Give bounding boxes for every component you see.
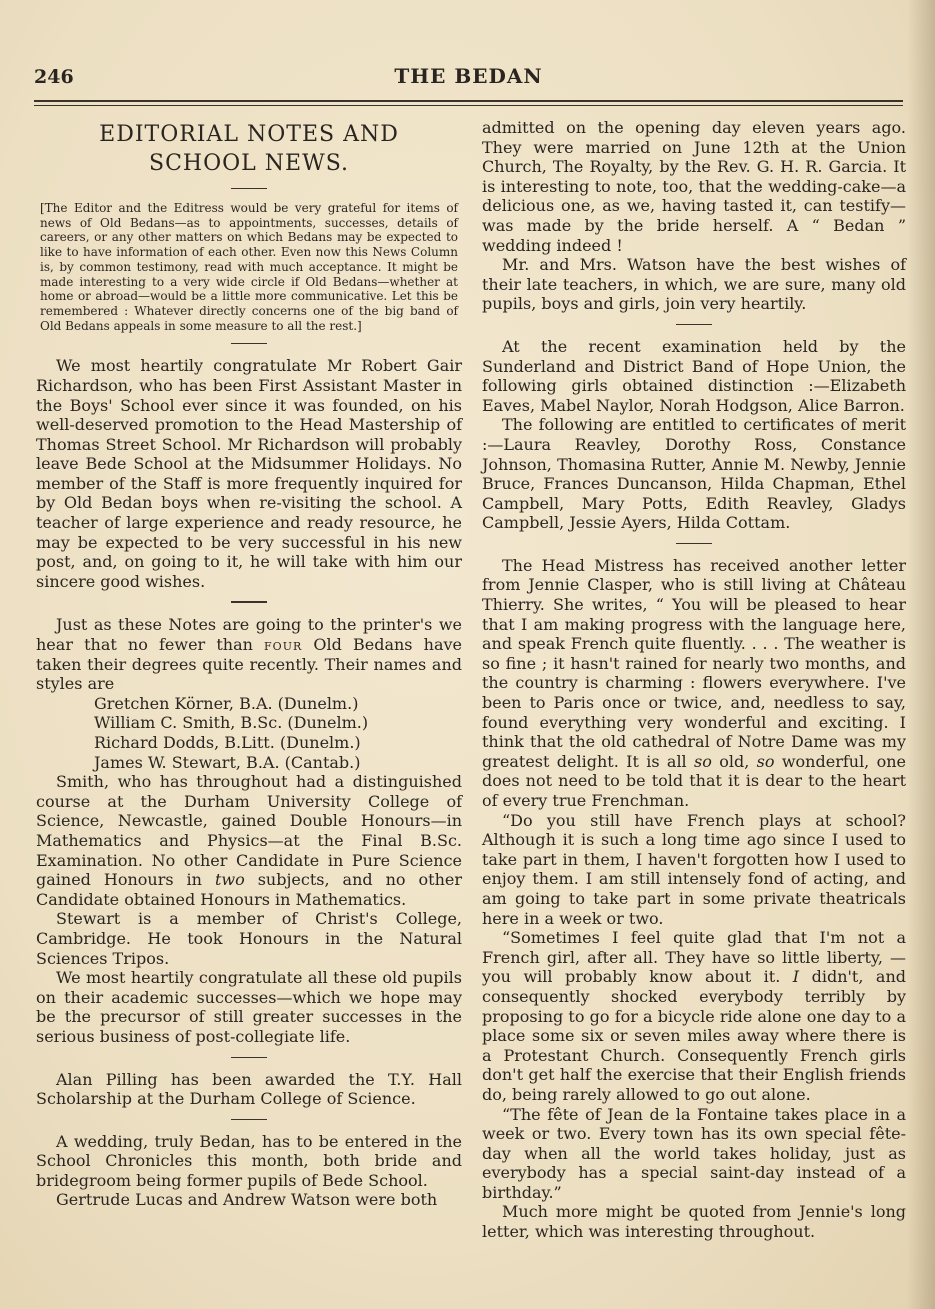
section-title xyxy=(36,120,462,178)
editor-note: [The Editor and the Editress would be very grateful for items of news of Old Bedans—as to appointments, successes, details of careers, or any other matters on which Bedans may be expected to like to have information of each other. Even now this News Column is, by common testimony, read with much acceptance. It might be made interesting to a very wide circle if Old Bedans—whether at home or abroad—would be a little more communicative. Let this be remembered : Whatever directly concerns one of the big band of Old Bedans appeals in some measure to all the rest.] xyxy=(40,201,458,333)
richardson-paragraph: We most heartily congratulate Mr Robert Gair Richardson, who has been First Assistant Master in the Boys' School ever since it was founded, on his well-deserved promotion to the Head Mastership of Thomas Street School. Mr Richardson will probably leave Bede School at the Midsummer Holidays. No member of the Staff is more frequently inquired for by Old Bedan boys when re-visiting the school. A teacher of large experience and ready resource, he may be expected to be very successful in his new post, and, on going to it, he will take with him our sincere good wishes. xyxy=(36,356,462,591)
band-of-hope-paragraph: At the recent examination held by the Sunderland and District Band of Hope Union, the following girls obtained distinction :—Elizabeth Eaves, Mabel Naylor, Norah Hodgson, Alice Barron. xyxy=(482,336,906,415)
wedding-names-paragraph: Gertrude Lucas and Andrew Watson were both xyxy=(56,1190,438,1210)
section-title-line2: SCHOOL NEWS. xyxy=(149,151,349,176)
wedding-paragraph: A wedding, truly Bedan, has to be entered in the School Chronicles this month, both bride and bridegroom being former pupils of Bede School. xyxy=(36,1131,462,1190)
clasper-letter-paragraph: The Head Mistress has received another letter from Jennie Clasper, who is still living at Château Thierry. She writes, “ You will be pleased to hear that I am making progress with the language here, and speak French quite fluently. . . . The weather is so fine ; it hasn't rained for nearly two months, and the country is charming : flowers everywhere. I've been to Paris once or twice, and, needless to say, found everything very wonderful and exciting. I think that the old cathedral of Notre Dame was my greatest delight. It is all so old, so wonderful, one does not need to be told that it is dear to the heart of every true Frenchman. xyxy=(482,555,907,810)
running-title: THE BEDAN xyxy=(394,64,543,88)
left-column xyxy=(36,118,462,1210)
wedding-continuation: admitted on the opening day eleven years ago. They were married on June 12th at the Union Church, The Royalty, by the Rev. G. H. R. Garcia. It is interesting to note, too, that the wedding-cake—a delicious one, as we, having tasted it, can testify—was made by the bride herself. A “ Bedan ” wedding indeed ! xyxy=(482,118,906,255)
degrees-intro-paragraph: Just as these Notes are going to the printer's we hear that no fewer than four Old Bedans have taken their degrees quite recently. Their names and styles are xyxy=(36,615,462,694)
divider-rule xyxy=(231,188,267,189)
french-girl-paragraph: “Sometimes I feel quite glad that I'm not a French girl, after all. They have so little liberty, —you will probably know about it. I didn't, and consequently shocked everybody terribly by proposing to go for a bicycle ride alone one day to a place some six or seven miles away where there is a Protestant Church. Consequently French girls don't get half the exercise that their English friends do, being rarely allowed to go out alone. xyxy=(482,928,906,1104)
watson-wishes-paragraph: Mr. and Mrs. Watson have the best wishes of their late teachers, in which, we are sure, many old pupils, boys and girls, join very heartily. xyxy=(482,255,906,314)
pilling-paragraph: Alan Pilling has been awarded the T.Y. Hall Scholarship at the Durham College of Science. xyxy=(36,1069,462,1109)
four-word: four xyxy=(264,635,303,655)
right-column xyxy=(482,118,906,1242)
divider-rule xyxy=(676,543,712,544)
merit-paragraph: The following are entitled to certificates of merit :—Laura Reavley, Dorothy Ross, Constance Johnson, Thomasina Rutter, Annie M. Newby, Jennie Bruce, Frances Duncanson, Hilda Chapman, Ethel Campbell, Mary Potts, Edith Reavley, Gladys Campbell, Jessie Ayers, Hilda Cottam. xyxy=(482,415,906,533)
divider-rule xyxy=(231,601,267,603)
degree-entry: Gretchen Körner, B.A. (Dunelm.) xyxy=(94,693,359,713)
divider-rule xyxy=(231,343,267,344)
divider-rule xyxy=(231,1057,267,1058)
french-plays-paragraph: “Do you still have French plays at school? Although it is such a long time ago since I used to take part in them, I haven't forgotten how I used to enjoy them. I am still intensely fond of acting, and am going to take part in some private theatricals here in a week or two. xyxy=(482,810,906,928)
page-number: 246 xyxy=(34,66,74,88)
stewart-paragraph: Stewart is a member of Christ's College, Cambridge. He took Honours in the Natural Sciences Tripos. xyxy=(36,909,462,968)
header-rule xyxy=(34,100,903,106)
congratulations-paragraph: We most heartily congratulate all these old pupils on their academic successes—which we hope may be the precursor of still greater successes in the serious business of post-collegiate life. xyxy=(36,968,462,1046)
section-title-line1: EDITORIAL NOTES AND xyxy=(99,122,399,147)
degree-list xyxy=(94,694,462,772)
degree-entry: William C. Smith, B.Sc. (Dunelm.) xyxy=(94,713,369,733)
divider-rule xyxy=(231,1119,267,1120)
page-header xyxy=(34,62,903,98)
degree-entry: Richard Dodds, B.Litt. (Dunelm.) xyxy=(94,733,361,753)
fete-paragraph: “The fête of Jean de la Fontaine takes place in a week or two. Every town has its own special fête-day when all the world takes holiday, just as everybody has a special saint-day instead of a birthday.” xyxy=(482,1104,906,1202)
closing-paragraph: Much more might be quoted from Jennie's long letter, which was interesting throughout. xyxy=(482,1202,906,1242)
divider-rule xyxy=(676,324,712,325)
degree-entry: James W. Stewart, B.A. (Cantab.) xyxy=(94,752,361,772)
page-edge-shadow xyxy=(907,0,935,1309)
smith-paragraph: Smith, who has throughout had a distinguished course at the Durham University College of Science, Newcastle, gained Double Honours—in Mathematics and Physics—at the Final B.Sc. Examination. No other Candidate in Pure Science gained Honours in two subjects, and no other Candidate obtained Honours in Mathematics. xyxy=(36,772,462,909)
